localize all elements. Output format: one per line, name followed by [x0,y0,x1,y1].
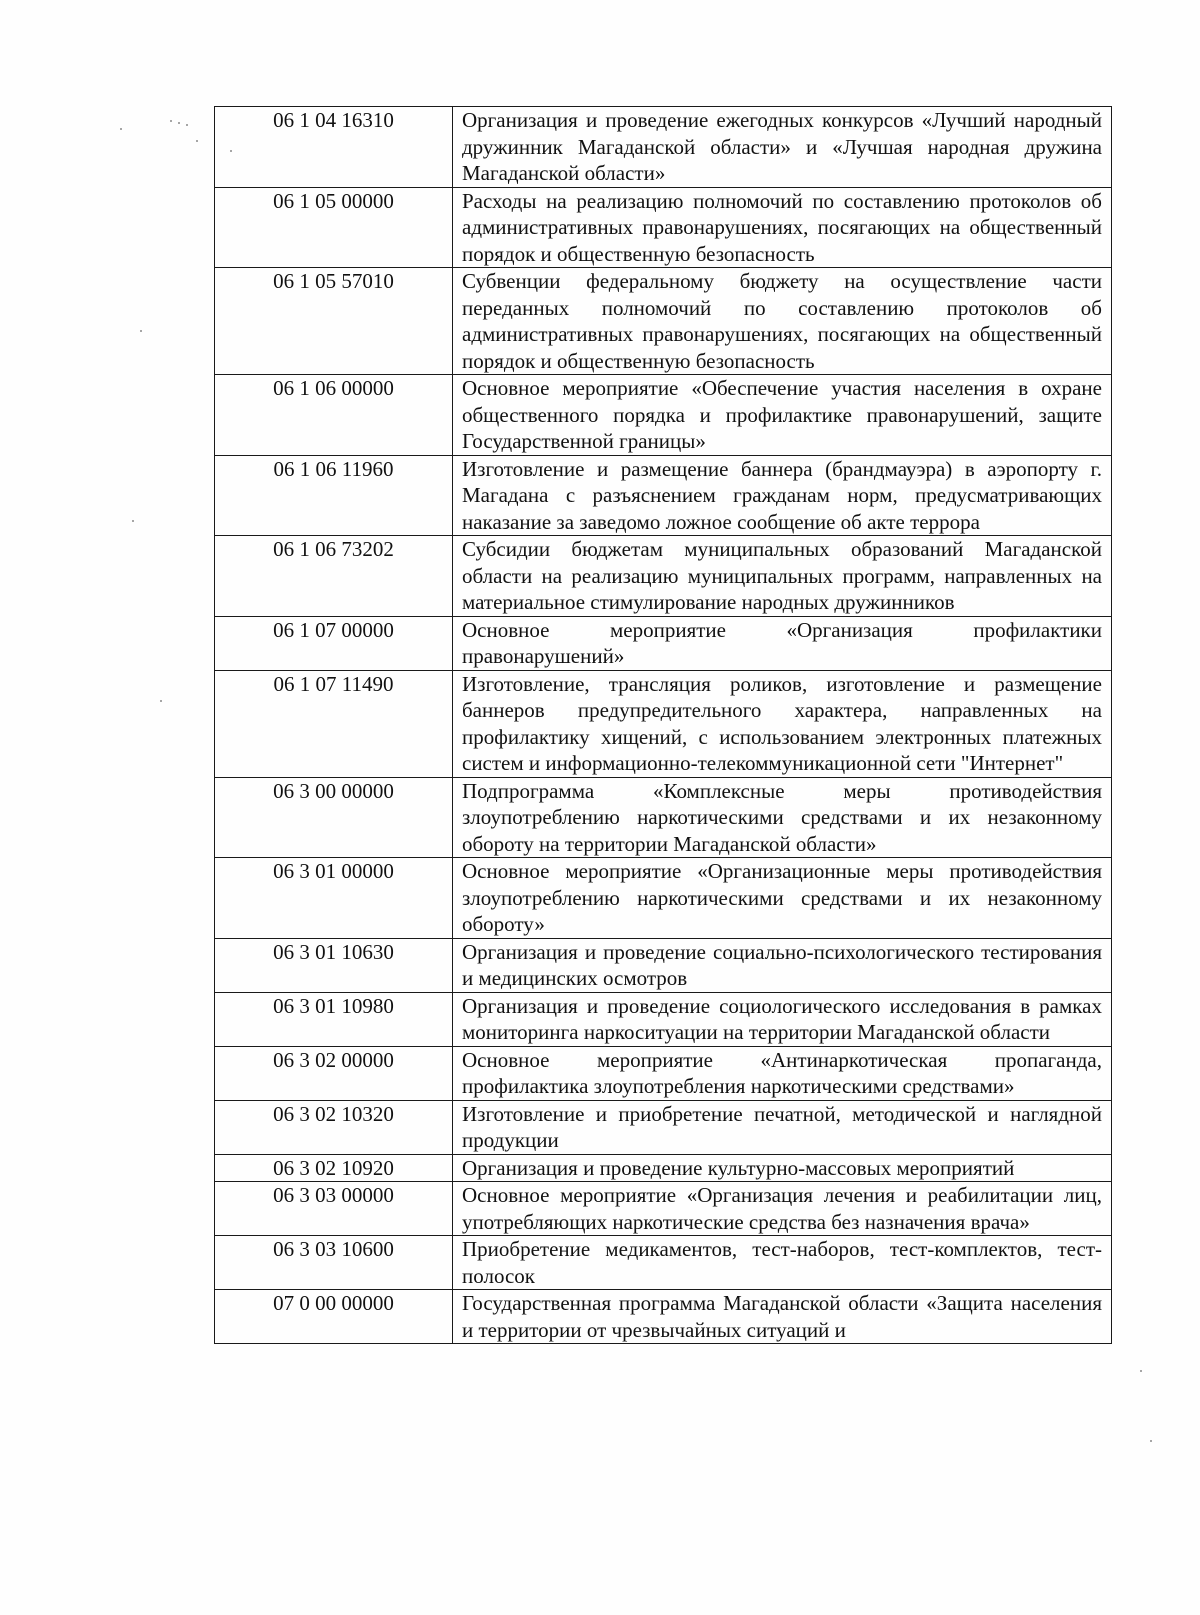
row-code: 06 3 01 10630 [215,938,453,992]
table-row [215,1100,1112,1154]
row-description: Организация и проведение социально-психологического тестирования и медицинских осмотров [453,938,1112,992]
table-row [215,187,1112,268]
scan-speck [178,122,180,124]
table-row [215,1046,1112,1100]
scan-speck [196,140,198,142]
row-description: Организация и проведение культурно-массовых мероприятий [453,1154,1112,1182]
row-description: Основное мероприятие «Обеспечение участия населения в охране общественного порядка и профилактике правонарушений, защите Государственной границы» [453,375,1112,456]
row-description: Основное мероприятие «Организация профилактики правонарушений» [453,616,1112,670]
row-description: Подпрограмма «Комплексные меры противодействия злоупотреблению наркотическими средствами и их незаконному обороту на территории Магаданской области» [453,777,1112,858]
table-row [215,938,1112,992]
table-row [215,616,1112,670]
row-description: Государственная программа Магаданской области «Защита населения и территории от чрезвычайных ситуаций и [453,1290,1112,1344]
row-code: 06 1 06 00000 [215,375,453,456]
scan-speck [160,700,162,702]
table-row [215,777,1112,858]
table-row [215,455,1112,536]
row-code: 06 1 04 16310 [215,107,453,188]
scan-speck [186,124,188,126]
table-row [215,1182,1112,1236]
table-row [215,992,1112,1046]
table-row [215,536,1112,617]
row-code: 06 1 05 57010 [215,268,453,375]
row-code: 06 1 06 73202 [215,536,453,617]
scan-speck [132,520,134,522]
row-code: 06 3 01 00000 [215,858,453,939]
scan-speck [120,128,122,130]
row-code: 06 1 07 11490 [215,670,453,777]
row-description: Изготовление и приобретение печатной, методической и наглядной продукции [453,1100,1112,1154]
row-code: 06 3 01 10980 [215,992,453,1046]
row-code: 06 3 02 10320 [215,1100,453,1154]
row-description: Организация и проведение ежегодных конкурсов «Лучший народный дружинник Магаданской области» и «Лучшая народная дружина Магаданской области» [453,107,1112,188]
row-code: 06 3 03 00000 [215,1182,453,1236]
row-description: Приобретение медикаментов, тест-наборов, тест-комплектов, тест-полосок [453,1236,1112,1290]
row-description: Основное мероприятие «Организация лечения и реабилитации лиц, употребляющих наркотические средства без назначения врача» [453,1182,1112,1236]
scan-speck [1140,1370,1142,1372]
table-row [215,375,1112,456]
budget-classification-table [214,106,1112,1344]
table-body [215,107,1112,1344]
row-code: 06 1 07 00000 [215,616,453,670]
row-description: Организация и проведение социологического исследования в рамках мониторинга наркоситуации на территории Магаданской области [453,992,1112,1046]
row-description: Изготовление, трансляция роликов, изготовление и размещение баннеров предупредительного характера, направленных на профилактику хищений, с использованием электронных платежных систем и информационно-телекоммуникационной сети "Интернет" [453,670,1112,777]
scan-speck [170,120,172,122]
table-row [215,1236,1112,1290]
row-code: 06 3 02 00000 [215,1046,453,1100]
table-row [215,1290,1112,1344]
row-description: Изготовление и размещение баннера (брандмауэра) в аэропорту г. Магадана с разъяснением гражданам норм, предусматривающих наказание за заведомо ложное сообщение об акте террора [453,455,1112,536]
row-code: 06 1 05 00000 [215,187,453,268]
table-row [215,858,1112,939]
row-code: 06 1 06 11960 [215,455,453,536]
scan-speck [140,330,142,332]
row-code: 07 0 00 00000 [215,1290,453,1344]
row-code: 06 3 03 10600 [215,1236,453,1290]
row-description: Основное мероприятие «Организационные меры противодействия злоупотреблению наркотическими средствами и их незаконному обороту» [453,858,1112,939]
row-code: 06 3 02 10920 [215,1154,453,1182]
table-row [215,1154,1112,1182]
row-description: Субсидии бюджетам муниципальных образований Магаданской области на реализацию муниципальных программ, направленных на материальное стимулирование народных дружинников [453,536,1112,617]
scan-speck [1150,1440,1152,1442]
row-code: 06 3 00 00000 [215,777,453,858]
row-description: Основное мероприятие «Антинаркотическая пропаганда, профилактика злоупотребления наркотическими средствами» [453,1046,1112,1100]
table-row [215,670,1112,777]
row-description: Расходы на реализацию полномочий по составлению протоколов об административных правонарушениях, посягающих на общественный порядок и общественную безопасность [453,187,1112,268]
table-row [215,107,1112,188]
table-row [215,268,1112,375]
row-description: Субвенции федеральному бюджету на осуществление части переданных полномочий по составлению протоколов об административных правонарушениях, посягающих на общественный порядок и общественную безопасность [453,268,1112,375]
